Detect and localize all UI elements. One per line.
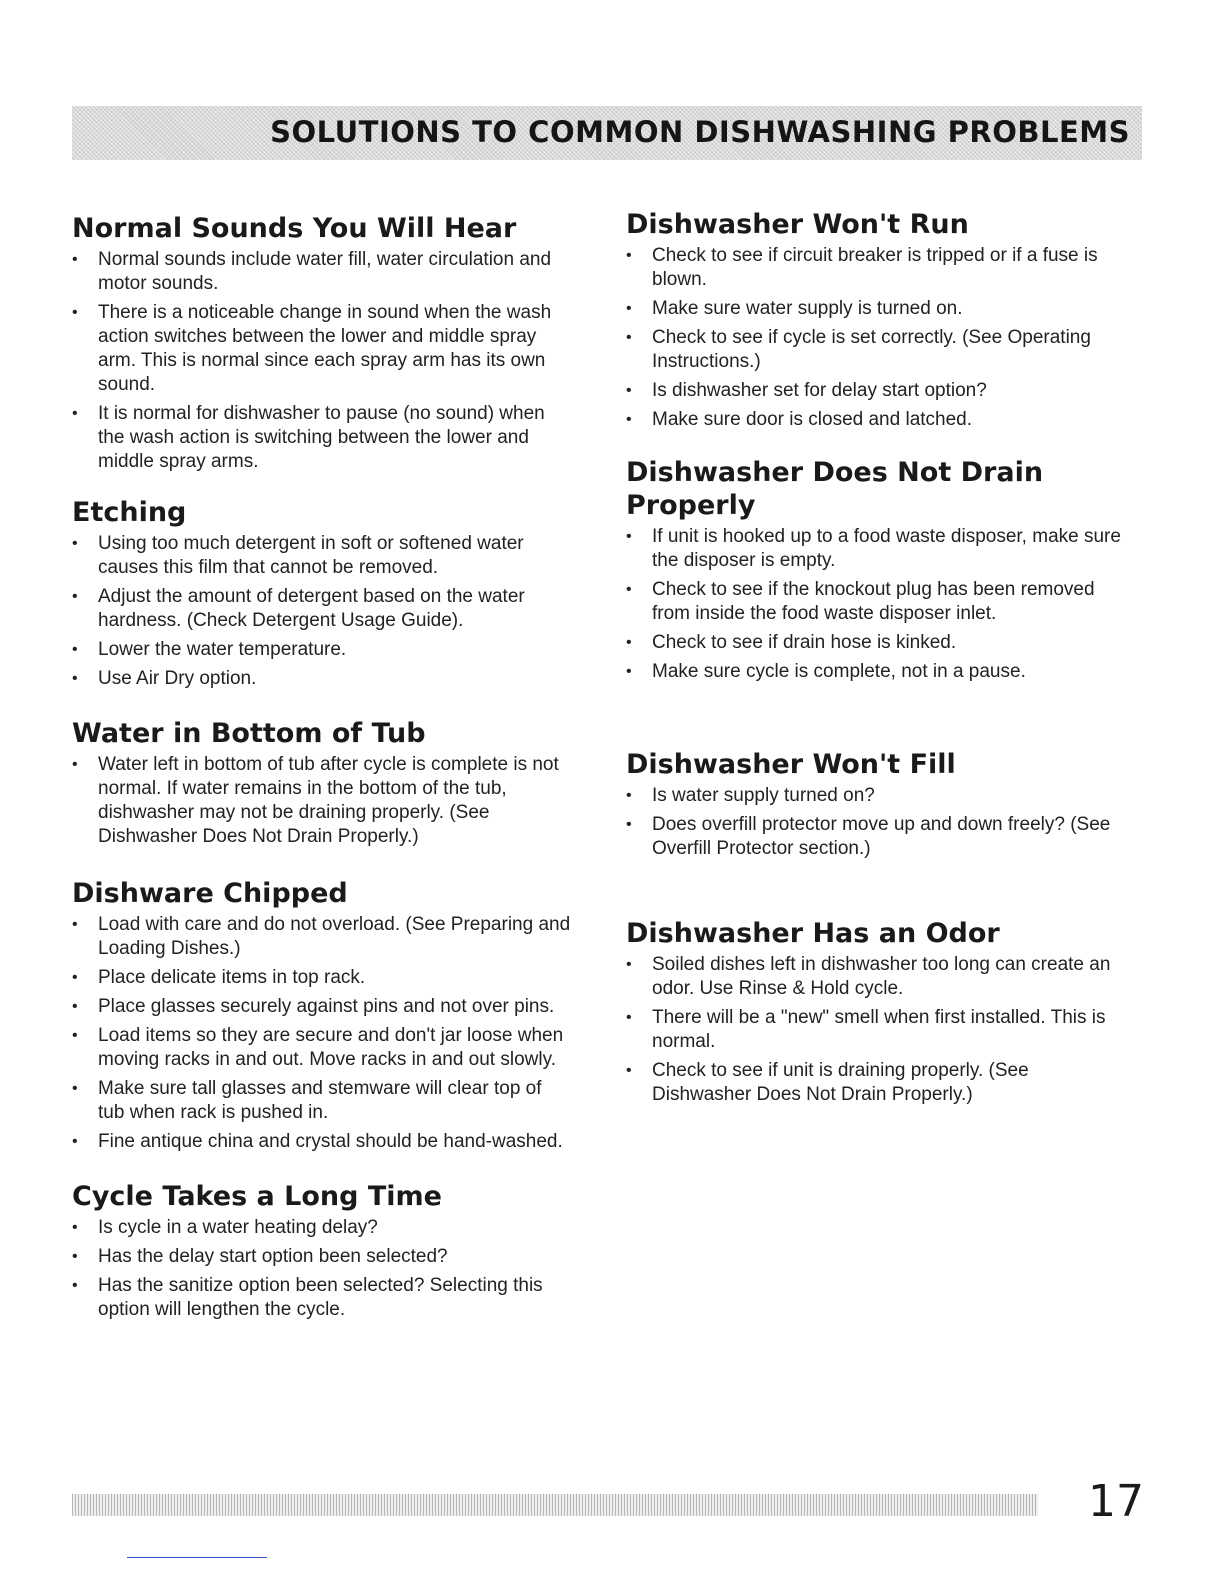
section-heading: Cycle Takes a Long Time [72,1181,442,1212]
footer-decorative-band [72,1494,1038,1516]
list-item: • It is normal for dishwasher to pause (no sound) when the wash action is switching between the lower and middle spray arms. [72,402,572,474]
section-wont-fill [626,748,1126,861]
section-normal-sounds [72,212,572,474]
section-heading: Dishware Chipped [72,878,348,909]
list-item: • Adjust the amount of detergent based on the water hardness. (Check Detergent Usage Guide). [72,585,572,633]
section-does-not-drain [626,456,1126,684]
section-heading: Dishwasher Won't Run [626,209,969,240]
list-item: • Load with care and do not overload. (See Preparing and Loading Dishes.) [72,913,572,961]
section-heading: Water in Bottom of Tub [72,718,426,749]
section-cycle-long-time [72,1180,572,1322]
bullet-list [72,1216,572,1322]
banner-title: SOLUTIONS TO COMMON DISHWASHING PROBLEMS [270,115,1130,149]
right-column [626,208,1126,1112]
list-item: • Place glasses securely against pins and not over pins. [72,995,572,1019]
section-wont-run [626,208,1126,432]
list-item: • Is dishwasher set for delay start option? [626,379,1126,403]
bullet-list [72,532,572,691]
bottom-rule [127,1557,267,1558]
bullet-list [626,953,1126,1107]
list-item: • If unit is hooked up to a food waste disposer, make sure the disposer is empty. [626,525,1126,573]
section-heading: Etching [72,497,187,528]
list-item: • Check to see if the knockout plug has been removed from inside the food waste disposer inlet. [626,578,1126,626]
list-item: • Has the delay start option been selected? [72,1245,572,1269]
bullet-list [72,753,572,849]
list-item: • Has the sanitize option been selected? Selecting this option will lengthen the cycle. [72,1274,572,1322]
list-item: • Water left in bottom of tub after cycle is complete is not normal. If water remains in the bottom of the tub, dishwasher may not be draining properly. (See Dishwasher Does Not Drain Properly.) [72,753,572,849]
bullet-list [626,244,1126,432]
bullet-list [626,784,1126,861]
list-item: • Make sure door is closed and latched. [626,408,1126,432]
list-item: • Check to see if drain hose is kinked. [626,631,1126,655]
section-water-in-bottom [72,717,572,849]
left-column [72,208,572,1327]
bullet-list [626,525,1126,684]
section-banner [72,106,1142,160]
list-item: • Load items so they are secure and don't jar loose when moving racks in and out. Move racks in and out slowly. [72,1024,572,1072]
list-item: • Make sure cycle is complete, not in a pause. [626,660,1126,684]
page-number: 17 [1088,1476,1144,1527]
list-item: • There is a noticeable change in sound when the wash action switches between the lower and middle spray arm. This is normal since each spray arm has its own sound. [72,301,572,397]
list-item: • Is water supply turned on? [626,784,1126,808]
section-heading: Dishwasher Does Not Drain Properly [626,457,1044,521]
list-item: • Place delicate items in top rack. [72,966,572,990]
section-etching [72,496,572,691]
list-item: • There will be a "new" smell when first installed. This is normal. [626,1006,1126,1054]
section-heading: Dishwasher Won't Fill [626,749,956,780]
list-item: • Check to see if circuit breaker is tripped or if a fuse is blown. [626,244,1126,292]
section-dishware-chipped [72,877,572,1154]
list-item: • Lower the water temperature. [72,638,572,662]
list-item: • Check to see if unit is draining properly. (See Dishwasher Does Not Drain Properly.) [626,1059,1126,1107]
list-item: • Does overfill protector move up and down freely? (See Overfill Protector section.) [626,813,1126,861]
bullet-list [72,248,572,474]
section-has-odor [626,917,1126,1107]
list-item: • Normal sounds include water fill, water circulation and motor sounds. [72,248,572,296]
list-item: • Make sure tall glasses and stemware will clear top of tub when rack is pushed in. [72,1077,572,1125]
list-item: • Fine antique china and crystal should be hand-washed. [72,1130,572,1154]
list-item: • Use Air Dry option. [72,667,572,691]
section-heading: Dishwasher Has an Odor [626,918,1000,949]
list-item: • Is cycle in a water heating delay? [72,1216,572,1240]
list-item: • Using too much detergent in soft or softened water causes this film that cannot be removed. [72,532,572,580]
section-heading: Normal Sounds You Will Hear [72,213,517,244]
list-item: • Soiled dishes left in dishwasher too long can create an odor. Use Rinse & Hold cycle. [626,953,1126,1001]
list-item: • Make sure water supply is turned on. [626,297,1126,321]
list-item: • Check to see if cycle is set correctly. (See Operating Instructions.) [626,326,1126,374]
bullet-list [72,913,572,1154]
